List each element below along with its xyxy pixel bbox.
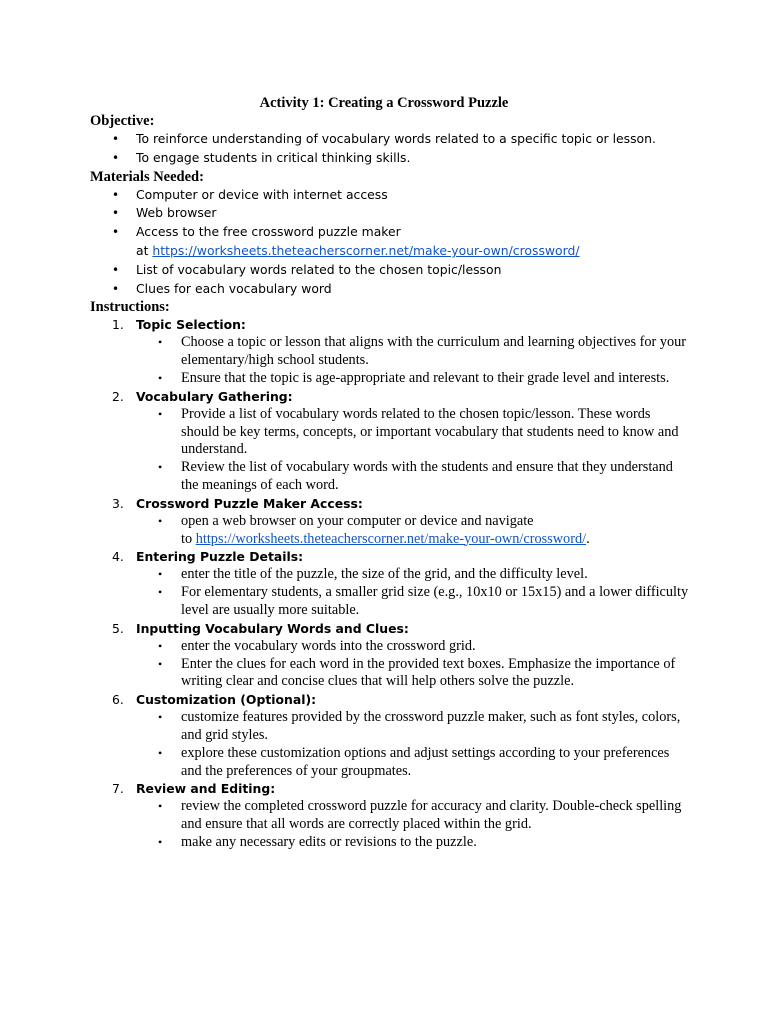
step-sublist xyxy=(90,406,690,495)
step-review-editing xyxy=(90,780,690,851)
bullet-icon: • xyxy=(158,513,163,528)
materials-list xyxy=(90,186,690,299)
list-item: • open a web browser on your computer or device and navigate to https://worksheets.theteacherscorner.net/make-your-own/crossword/. xyxy=(158,512,590,547)
list-item: • Review the list of vocabulary words with the students and ensure that they understand the meanings of each word. xyxy=(158,459,673,493)
bullet-icon: • xyxy=(112,225,120,240)
step-sublist xyxy=(90,334,690,387)
list-item: • Web browser xyxy=(90,204,690,223)
step-sublist xyxy=(90,513,690,549)
bullet-icon: • xyxy=(112,150,120,165)
instructions-list xyxy=(90,316,690,851)
step-sublist xyxy=(90,798,690,851)
objective-heading: Objective: xyxy=(90,113,155,129)
list-item: • make any necessary edits or revisions to the puzzle. xyxy=(158,833,477,850)
bullet-icon: • xyxy=(158,460,163,475)
step-number: 1. xyxy=(112,317,124,333)
bullet-icon: • xyxy=(112,281,120,296)
step-vocabulary-gathering xyxy=(90,388,690,495)
step-number: 3. xyxy=(112,495,124,511)
step-number: 2. xyxy=(112,388,124,404)
document-title: Activity 1: Creating a Crossword Puzzle xyxy=(259,95,509,111)
bullet-icon: • xyxy=(158,585,163,600)
step-number: 7. xyxy=(112,781,124,797)
list-item: • To engage students in critical thinking skills. xyxy=(90,149,690,168)
list-item: • Enter the clues for each word in the provided text boxes. Emphasize the importance of writing clear and concise clues that will help others solve the puzzle. xyxy=(158,655,676,690)
list-item: • For elementary students, a smaller grid size (e.g., 10x10 or 15x15) and a lower difficulty level are usually more suitable. xyxy=(158,584,689,618)
list-item: • Provide a list of vocabulary words related to the chosen topic/lesson. These words should be key terms, concepts, or important vocabulary that students need to know and understand. xyxy=(158,405,679,458)
bullet-icon: • xyxy=(112,187,120,202)
bullet-icon: • xyxy=(112,262,120,277)
step-inputting-words-clues xyxy=(90,620,690,691)
step-customization xyxy=(90,691,690,780)
step-sublist xyxy=(90,709,690,780)
bullet-icon: • xyxy=(158,406,163,421)
list-item: • explore these customization options and adjust settings according to your preferences and the preferences of your groupmates. xyxy=(158,744,670,779)
bullet-icon: • xyxy=(158,745,163,760)
bullet-icon: • xyxy=(158,567,163,582)
list-item: • review the completed crossword puzzle for accuracy and clarity. Double-check spelling and ensure that all words are correctly placed within the grid. xyxy=(158,798,682,833)
list-item: • Computer or device with internet access xyxy=(90,186,690,205)
crossword-maker-link[interactable]: https://worksheets.theteacherscorner.net/make-your-own/crossword/ xyxy=(152,242,580,258)
step-topic-selection xyxy=(90,316,690,387)
list-item: • List of vocabulary words related to the chosen topic/lesson xyxy=(90,261,690,280)
bullet-icon: • xyxy=(158,638,163,653)
step-number: 4. xyxy=(112,549,124,565)
bullet-icon: • xyxy=(158,656,163,671)
list-item: • enter the title of the puzzle, the size of the grid, and the difficulty level. xyxy=(158,566,588,583)
list-item: • Ensure that the topic is age-appropriate and relevant to their grade level and interests. xyxy=(158,369,670,386)
step-title: Inputting Vocabulary Words and Clues: xyxy=(136,620,409,636)
list-item: • To reinforce understanding of vocabulary words related to a specific topic or lesson. xyxy=(90,130,690,149)
bullet-icon: • xyxy=(158,370,163,385)
bullet-icon: • xyxy=(158,799,163,814)
step-number: 6. xyxy=(112,692,124,708)
step-title: Customization (Optional): xyxy=(136,692,317,708)
step-sublist xyxy=(90,638,690,691)
bullet-icon: • xyxy=(112,206,120,221)
list-item: • customize features provided by the crossword puzzle maker, such as font styles, colors, and grid styles. xyxy=(158,709,681,743)
list-item: • Choose a topic or lesson that aligns with the curriculum and learning objectives for your elementary/high school students. xyxy=(158,334,687,369)
step-title: Crossword Puzzle Maker Access: xyxy=(136,495,363,511)
crossword-maker-link[interactable]: https://worksheets.theteacherscorner.net/make-your-own/crossword/ xyxy=(195,530,587,547)
step-title: Review and Editing: xyxy=(136,781,276,797)
objective-list xyxy=(90,130,690,168)
step-title: Entering Puzzle Details: xyxy=(136,549,304,565)
bullet-icon: • xyxy=(158,335,163,350)
step-number: 5. xyxy=(112,620,124,636)
bullet-icon: • xyxy=(158,834,163,849)
instructions-heading: Instructions: xyxy=(90,299,170,316)
step-crossword-maker-access xyxy=(90,495,690,549)
bullet-icon: • xyxy=(158,710,163,725)
step-entering-puzzle-details xyxy=(90,548,690,619)
step-title: Topic Selection: xyxy=(136,317,246,333)
step-sublist xyxy=(90,566,690,619)
list-item: • enter the vocabulary words into the crossword grid. xyxy=(158,637,476,654)
document-body xyxy=(90,112,690,852)
materials-heading: Materials Needed: xyxy=(90,168,204,185)
bullet-icon: • xyxy=(112,132,120,146)
step-title: Vocabulary Gathering: xyxy=(136,388,293,404)
list-item: • Access to the free crossword puzzle maker at https://worksheets.theteacherscorner.net/make-your-own/crossword/ xyxy=(112,224,580,258)
list-item: • Clues for each vocabulary word xyxy=(90,280,690,299)
